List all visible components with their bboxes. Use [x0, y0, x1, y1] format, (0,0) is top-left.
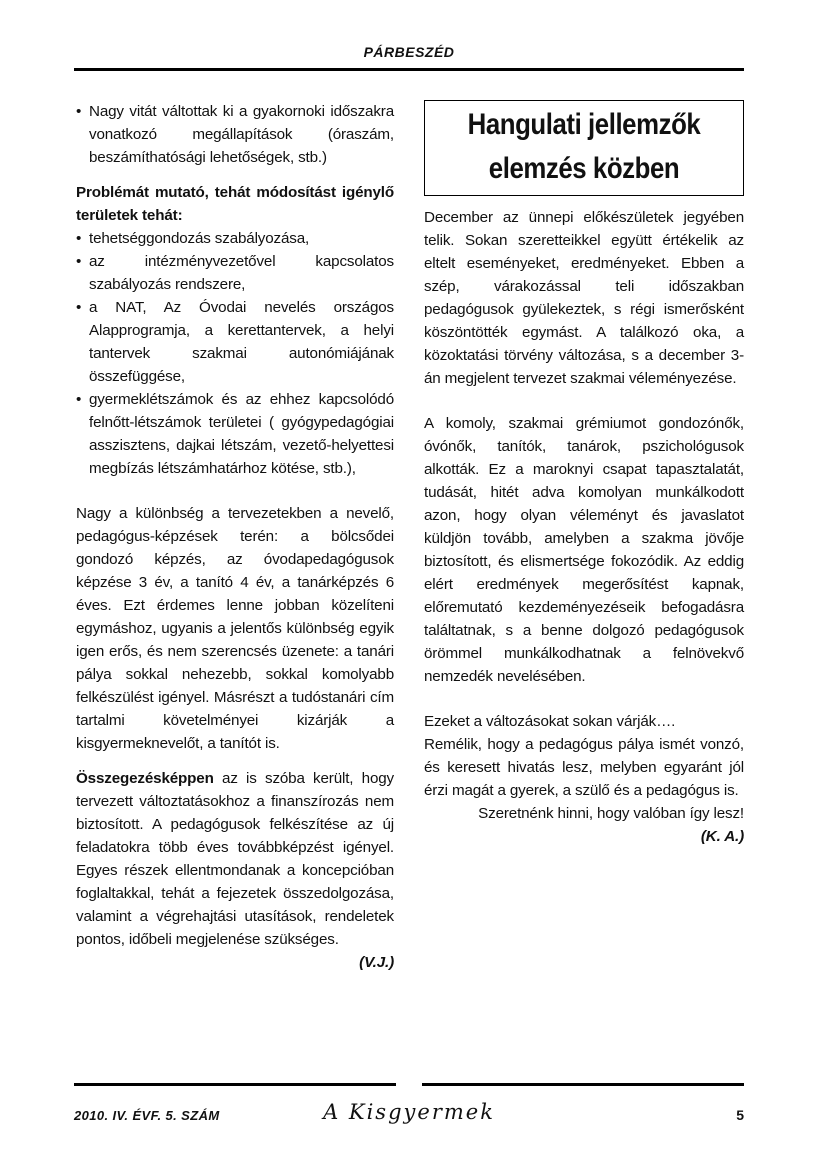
- author-signature: (K. A.): [700, 828, 744, 845]
- body-paragraph: Ezeket a változásokat sokan várják….: [424, 713, 676, 730]
- problem-heading: Problémát mutató, tehát módosítást igénylő területek tehát:: [76, 184, 394, 224]
- problem-item: • az intézményvezetővel kapcsolatos szabályozás rendszere,: [76, 250, 394, 296]
- summary-paragraph: [76, 767, 394, 951]
- left-column: [76, 100, 394, 974]
- body-paragraph: Nagy a különbség a tervezetekben a nevelő, pedagógus-képzések terén: a bölcsődei gondozó képzés, az óvodapedagógusok képzése 3 év, a tanító 4 év, a tanárképzés 6 éves. Ezt érdemes lenne jobban közelíteni egymáshoz, ugyanis a jelentős különbség egyik igen erős, és nem szerencsés üzenete: a tanári pálya sokkal nehezebb, sokkal komolyabb felkészülést igényel. Másrészt a tudóstanári cím tartalmi követelményei kizárják a kisgyermeknevelőt, a tanítót is.: [76, 505, 394, 752]
- summary-text: az is szóba került, hogy tervezett változtatásokhoz a finanszírozás nem biztosított. A pedagógusok felkészítése az új feladatokra több éves továbbképzést igényel. Egyes részek ellentmondanak a koncepcióban foglaltakkal, tehát a fejezetek összedolgozása, valamint a végrehajtási utasítások, rendeletek pontos, időbeli megjelenése szükséges.: [76, 770, 394, 948]
- footer-divider-right: [422, 1083, 744, 1086]
- body-paragraph: Remélik, hogy a pedagógus pálya ismét vonzó, és keresett hivatás lesz, melyben egyaránt jól érzi magát a gyerek, a szülő és a pedagógus is.: [424, 736, 744, 799]
- author-signature: (V.J.): [359, 954, 394, 971]
- problem-item: • a NAT, Az Óvodai nevelés országos Alapprogramja, a kerettantervek, a helyi tantervek szakmai autonómiájának összefüggése,: [76, 296, 394, 388]
- problem-list: [76, 227, 394, 480]
- page-number: 5: [736, 1107, 744, 1123]
- body-paragraph: A komoly, szakmai grémiumot gondozónők, óvónők, tanítók, tanárok, pszichológusok alkották. Ez a maroknyi csapat tapasztalatát, tudását, hitét adva komolyan munkálkodott azon, hogy olyan véleményt és javaslatot küldjön tovább, amelyben a szakma jövője biztosított, és elismertsége fokozódik. Az eddig elért eredmények megerősítést kapnak, előremutató kezdeményezéseik befogadásra találtatnak, s a benne dolgozó pedagógusok örömmel munkálkodhatnak a felnövekvő nemzedék nevelésében.: [424, 415, 744, 685]
- problem-item: • tehetséggondozás szabályozása,: [76, 227, 394, 250]
- footer-divider-left: [74, 1083, 396, 1086]
- right-column: [424, 100, 744, 848]
- body-paragraph: December az ünnepi előkészületek jegyében telik. Sokan szeretteikkel együtt értékelik az eltelt eseményeket, eredményeket. Ebben a szép, várakozással teli időszakban pedagógusok gyülekeztek, s régi ismerősként köszöntötték egymást. A találkozó oka, a közoktatási törvény változása, s a december 3-án megjelent tervezet szakmai véleményezése.: [424, 209, 744, 387]
- page-header: [74, 40, 744, 70]
- magazine-title: A Kisgyermek: [323, 1100, 495, 1124]
- section-title: PÁRBESZÉD: [363, 44, 455, 60]
- intro-bullet: • Nagy vitát váltottak ki a gyakornoki időszakra vonatkozó megállapítások (óraszám, beszámíthatósági lehetőségek, stb.): [76, 100, 394, 169]
- summary-lead: Összegezésképpen: [76, 770, 214, 787]
- article-title-box: [424, 100, 744, 196]
- article-title: Hangulati jellemzők elemzés közben: [467, 108, 701, 185]
- closing-line: Szeretnénk hinni, hogy valóban így lesz!: [478, 805, 744, 822]
- intro-list: [76, 100, 394, 169]
- problem-item: • gyermeklétszámok és az ehhez kapcsolódó felnőtt-létszámok területei ( gyógypedagógiai asszisztens, dajkai létszám, vezető-helyettesi megbízás létszámhatárhoz kötése, stb.),: [76, 388, 394, 480]
- header-divider: [74, 68, 744, 71]
- page-footer: [74, 1100, 744, 1130]
- issue-label: 2010. IV. ÉVF. 5. SZÁM: [74, 1108, 220, 1123]
